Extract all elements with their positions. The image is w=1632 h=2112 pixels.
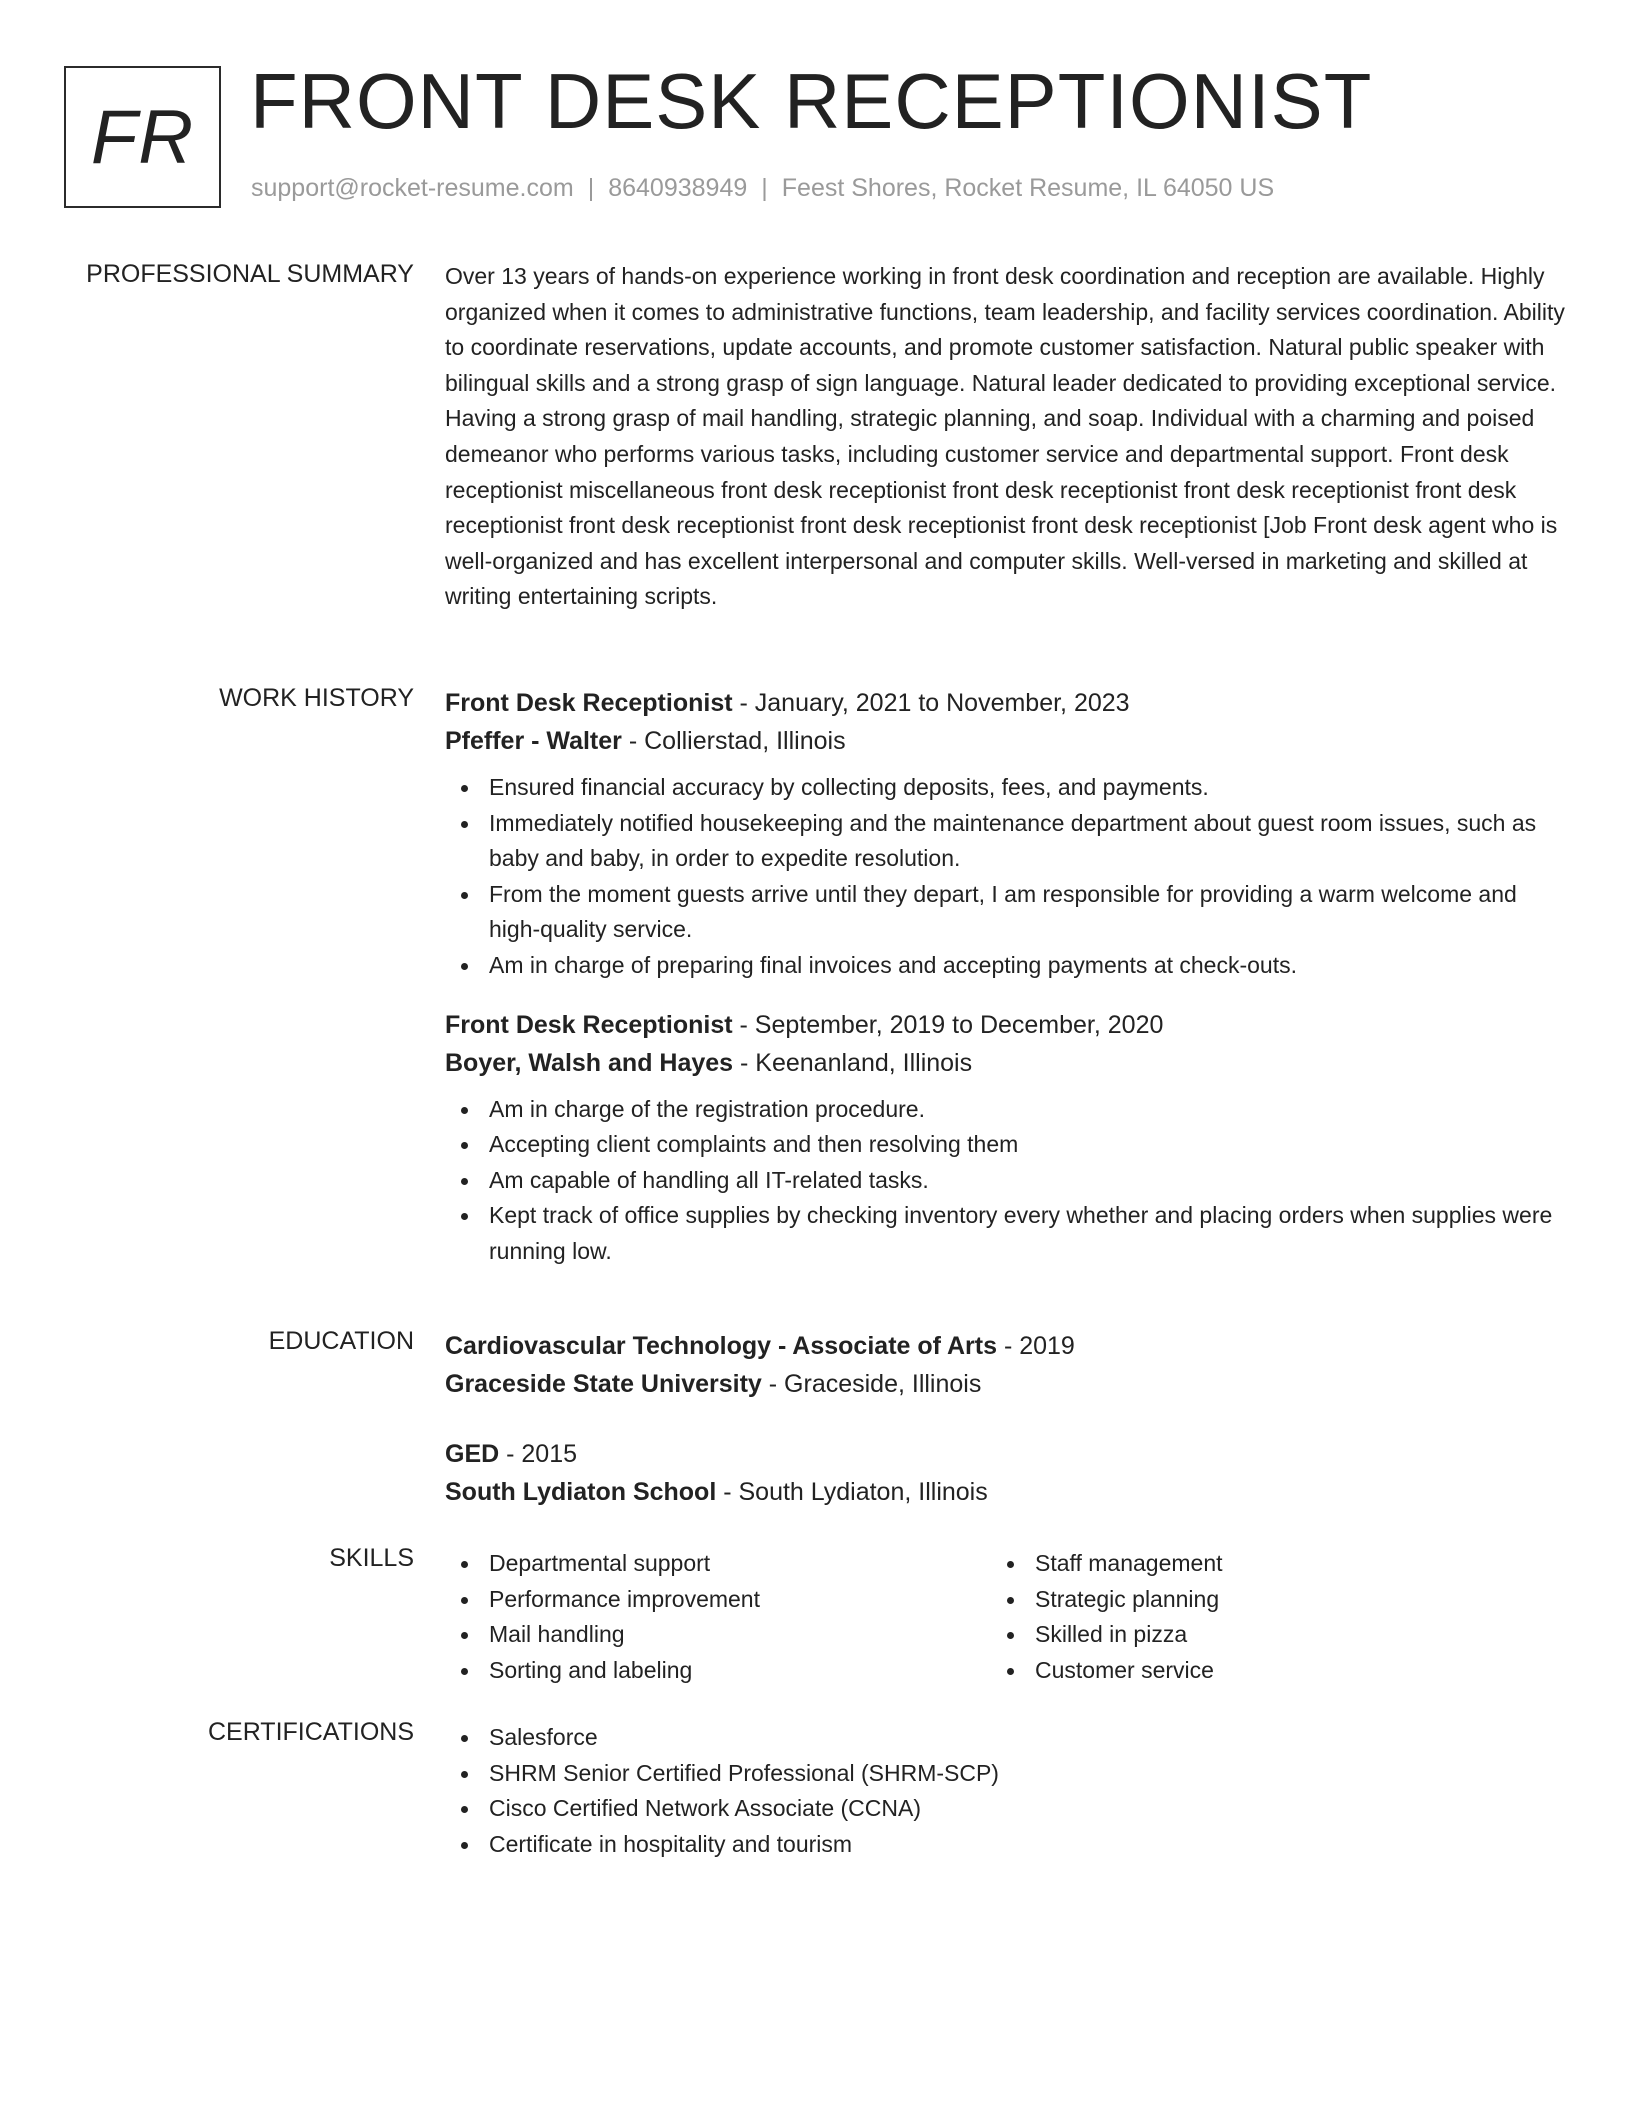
job-entry xyxy=(445,1006,1565,1270)
education-entry xyxy=(445,1327,1565,1403)
skill-item: Staff management xyxy=(991,1546,1537,1582)
section-heading-skills: SKILLS xyxy=(329,1544,414,1572)
resume-title: FRONT DESK RECEPTIONIST xyxy=(250,57,1373,145)
education-degree-line xyxy=(445,1435,1565,1473)
certification-item: Salesforce xyxy=(445,1720,1565,1756)
job-title: Front Desk Receptionist xyxy=(445,1010,733,1039)
skill-item: Performance improvement xyxy=(445,1582,991,1618)
education-school-line xyxy=(445,1473,1565,1511)
education-body xyxy=(445,1327,1565,1511)
skill-item: Skilled in pizza xyxy=(991,1617,1537,1653)
skills-body xyxy=(445,1546,1565,1688)
job-bullets xyxy=(445,770,1565,984)
skill-item: Mail handling xyxy=(445,1617,991,1653)
monogram-initials: FR xyxy=(90,94,195,180)
job-title-line xyxy=(445,1006,1565,1044)
certifications-list xyxy=(445,1720,1565,1862)
monogram-box xyxy=(64,66,221,208)
job-bullet: Accepting client complaints and then resolving them xyxy=(445,1127,1565,1163)
job-bullet: Ensured financial accuracy by collecting deposits, fees, and payments. xyxy=(445,770,1565,806)
contact-email[interactable]: support@rocket-resume.com xyxy=(251,174,574,202)
contact-line xyxy=(251,174,1274,203)
job-entry xyxy=(445,684,1565,984)
section-heading-work-history: WORK HISTORY xyxy=(219,684,414,712)
job-title: Front Desk Receptionist xyxy=(445,689,733,717)
job-bullet: Am in charge of preparing final invoices and accepting payments at check-outs. xyxy=(445,948,1565,984)
job-bullet: Am in charge of the registration procedure. xyxy=(445,1092,1565,1128)
job-bullet: From the moment guests arrive until they depart, I am responsible for providing a warm welcome and high-quality service. xyxy=(445,877,1565,948)
job-company: Boyer, Walsh and Hayes xyxy=(445,1048,734,1077)
skills-grid xyxy=(445,1546,1565,1688)
section-heading-summary: PROFESSIONAL SUMMARY xyxy=(86,260,414,288)
skill-item: Departmental support xyxy=(445,1546,991,1582)
education-location: - South Lydiaton, Illinois xyxy=(716,1478,988,1506)
certifications-body xyxy=(445,1720,1565,1862)
education-location: - Graceside, Illinois xyxy=(761,1370,982,1398)
certification-item: Certificate in hospitality and tourism xyxy=(445,1827,1565,1863)
skills-column-left xyxy=(445,1546,991,1688)
work-history-body xyxy=(445,684,1565,1270)
job-title-line xyxy=(445,684,1565,722)
education-degree: GED xyxy=(445,1440,500,1468)
contact-separator: | xyxy=(587,174,595,202)
job-company: Pfeffer - Walter xyxy=(445,727,622,755)
contact-phone[interactable]: 8640938949 xyxy=(608,174,748,202)
summary-text: Over 13 years of hands-on experience working in front desk coordination and reception are available. Highly organized when it comes to administrative functions, team leadership, and facility services coordination. Ability to coordinate reservations, update accounts, and promote customer satisfaction. Natural public speaker with bilingual skills and a strong grasp of sign language. Natural leader dedicated to providing exceptional service. Having a strong grasp of mail handling, strategic planning, and soap. Individual with a charming and poised demeanor who performs various tasks, including customer service and departmental support. Front desk receptionist miscellaneous front desk receptionist front desk receptionist front desk receptionist front desk receptionist front desk receptionist front desk receptionist front desk receptionist [Job Front desk agent who is well-organized and has excellent interpersonal and computer skills. Well-versed in marketing and skilled at writing entertaining scripts. xyxy=(445,263,1565,610)
skills-column-right xyxy=(991,1546,1537,1688)
education-year: - 2015 xyxy=(499,1440,578,1468)
skill-item: Sorting and labeling xyxy=(445,1653,991,1689)
contact-address: Feest Shores, Rocket Resume, IL 64050 US xyxy=(781,174,1275,202)
job-location: - Collierstad, Illinois xyxy=(621,727,846,755)
section-heading-certifications: CERTIFICATIONS xyxy=(207,1718,414,1746)
job-dates: - January, 2021 to November, 2023 xyxy=(732,689,1130,717)
skill-item: Customer service xyxy=(991,1653,1537,1689)
job-bullets xyxy=(445,1092,1565,1270)
job-company-line xyxy=(445,1044,1565,1082)
skill-item: Strategic planning xyxy=(991,1582,1537,1618)
job-dates: - September, 2019 to December, 2020 xyxy=(732,1010,1164,1039)
job-bullet: Immediately notified housekeeping and the maintenance department about guest room issues, such as baby and baby, in order to expedite resolution. xyxy=(445,806,1565,877)
education-degree: Cardiovascular Technology - Associate of Arts xyxy=(445,1332,997,1360)
job-bullet: Kept track of office supplies by checking inventory every whether and placing orders when supplies were running low. xyxy=(445,1198,1565,1269)
education-school-line xyxy=(445,1365,1565,1403)
education-entry xyxy=(445,1435,1565,1511)
education-school: Graceside State University xyxy=(445,1370,762,1398)
certification-item: SHRM Senior Certified Professional (SHRM-SCP) xyxy=(445,1756,1565,1792)
job-location: - Keenanland, Illinois xyxy=(733,1048,973,1077)
education-degree-line xyxy=(445,1327,1565,1365)
job-company-line xyxy=(445,722,1565,760)
job-bullet: Am capable of handling all IT-related tasks. xyxy=(445,1163,1565,1199)
contact-separator: | xyxy=(761,174,768,202)
education-year: - 2019 xyxy=(997,1332,1075,1360)
certification-item: Cisco Certified Network Associate (CCNA) xyxy=(445,1791,1565,1827)
section-heading-education: EDUCATION xyxy=(268,1327,414,1355)
education-school: South Lydiaton School xyxy=(445,1478,717,1506)
